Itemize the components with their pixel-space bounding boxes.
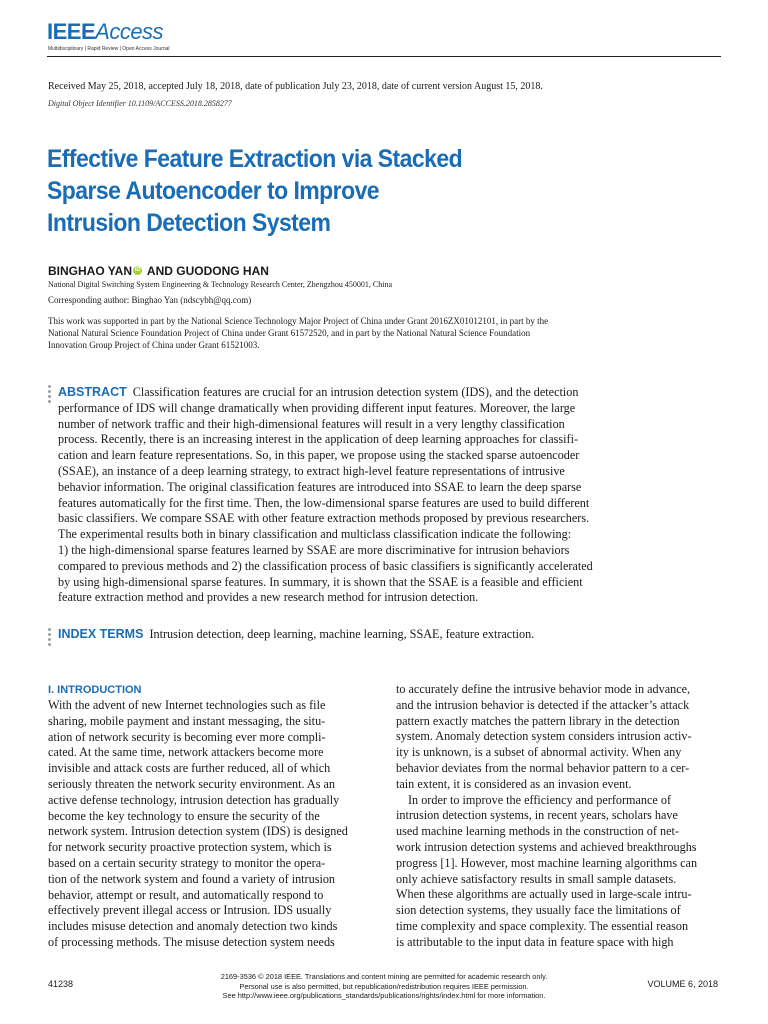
body-line: network system. Intrusion detection system (IDS) is designed xyxy=(48,824,348,839)
body-column-right xyxy=(396,682,718,951)
body-line: sion detection systems, they usually face the limitations of xyxy=(396,903,681,918)
body-line: With the advent of new Internet technologies such as file xyxy=(48,698,326,712)
abstract-line: performance of IDS will change dramatically when providing different input features. Moreover, the large xyxy=(58,400,576,415)
body-line: of processing methods. The misuse detection system needs xyxy=(48,934,335,949)
volume-label: VOLUME 6, 2018 xyxy=(647,979,718,989)
copyright-notice xyxy=(184,972,584,1001)
logo-access: Access xyxy=(95,19,164,44)
funding-line: This work was supported in part by the National Science Technology Major Project of China under Grant 2016ZX01012101, in part by the xyxy=(48,316,549,326)
abstract-line: process. Recently, there is an increasing interest in the application of deep learning approaches for classifi- xyxy=(58,432,579,447)
index-terms-marker-icon xyxy=(48,628,51,648)
journal-logo xyxy=(47,20,163,44)
section-heading: I. INTRODUCTION xyxy=(48,684,142,696)
abstract xyxy=(58,385,628,606)
logo-tagline: Multidisciplinary | Rapid Review | Open Access Journal xyxy=(48,46,170,52)
body-line: become the key technology to ensure the security of the xyxy=(48,808,320,823)
funding-line: National Natural Science Foundation Project of China under Grant 61572520, and in part by the National Natural Science Foundation xyxy=(48,328,531,338)
title-line: Sparse Autoencoder to Improve xyxy=(47,177,380,205)
title-line: Effective Feature Extraction via Stacked xyxy=(47,145,463,173)
title-line: Intrusion Detection System xyxy=(47,209,331,237)
page-number: 41238 xyxy=(48,979,74,989)
body-line: sharing, mobile payment and instant messaging, the situ- xyxy=(48,713,326,728)
body-line: includes misuse detection and anomaly detection two kinds xyxy=(48,919,338,934)
body-line: to accurately define the intrusive behavior mode in advance, xyxy=(396,682,691,696)
body-line: system. Anomaly detection system considers intrusion activ- xyxy=(396,729,692,744)
body-line: In order to improve the efficiency and performance of xyxy=(408,792,672,807)
abstract-line: basic classifiers. We compare SSAE with other feature extraction methods proposed by previous researchers. xyxy=(58,511,590,526)
abstract-marker-icon xyxy=(48,385,51,405)
author-rest: AND GUODONG HAN xyxy=(146,264,269,278)
paper-title xyxy=(47,143,525,239)
abstract-line: (SSAE), an instance of a deep learning strategy, to extract high-level feature representations of intrusive xyxy=(58,463,565,478)
funding-note xyxy=(48,315,628,351)
abstract-line: by using high-dimensional sparse features. In summary, it is shown that the SSAE is a feasible and efficient xyxy=(58,574,583,589)
index-terms-heading: INDEX TERMS xyxy=(58,627,144,641)
body-line: When these algorithms are actually used in large-scale intru- xyxy=(396,887,692,902)
affiliation: National Digital Switching System Engineering & Technology Research Center, Zhengzhou 450001, China xyxy=(48,280,393,289)
abstract-line: compared to previous methods and 2) the classification process of basic classifiers is significantly accelerated xyxy=(58,558,593,573)
body-line: tain extent, it is considered as an invasion event. xyxy=(396,776,632,791)
author-first: BINGHAO YAN xyxy=(48,264,133,278)
orcid-icon[interactable]: iD xyxy=(134,267,141,273)
body-line: cated. At the same time, network attackers become more xyxy=(48,745,324,760)
copyright-line: 2169-3536 © 2018 IEEE. Translations and content mining are permitted for academic research only. xyxy=(220,972,548,981)
doi: Digital Object Identifier 10.1109/ACCESS.2018.2858277 xyxy=(48,99,232,108)
body-line: time complexity and space complexity. The essential reason xyxy=(396,918,689,933)
body-line: ation of network security is becoming ever more compli- xyxy=(48,729,326,744)
received-dates: Received May 25, 2018, accepted July 18, 2018, date of publication July 23, 2018, date of current version August 15, 2018. xyxy=(48,81,543,92)
copyright-line: Personal use is also permitted, but republication/redistribution requires IEEE permission. xyxy=(239,981,529,991)
body-line: based on a certain security strategy to monitor the opera- xyxy=(48,855,326,870)
body-line: for network security proactive protection system, which is xyxy=(48,840,332,855)
abstract-line: ABSTRACT Classification features are crucial for an intrusion detection system (IDS), and the detection xyxy=(58,385,579,399)
abstract-line: feature extraction method and provides a new research method for intrusion detection. xyxy=(58,590,479,605)
body-line: ity is unknown, is a subset of abnormal activity. When any xyxy=(396,745,682,760)
body-line: behavior, attempt or result, and automatically respond to xyxy=(48,887,324,902)
abstract-line: number of network traffic and their high-dimensional features will result in a very lengthy classification xyxy=(58,416,565,431)
body-line: only achieve satisfactory results in small sample datasets. xyxy=(396,871,677,886)
abstract-heading: ABSTRACT xyxy=(58,385,127,399)
abstract-line: behavior information. The original classification features are introduced into SSAE to learn the deep sparse xyxy=(58,479,582,494)
abstract-line: cation and learn feature representations. So, in this paper, we propose using the stacked sparse autoencoder xyxy=(58,448,580,463)
body-line: is attributable to the input data in feature space with high xyxy=(396,934,674,949)
body-line: behavior deviates from the normal behavior pattern to a cer- xyxy=(396,760,690,775)
body-line: seriously threaten the network security environment. As an xyxy=(48,776,336,791)
body-line: progress [1]. However, most machine learning algorithms can xyxy=(396,855,698,870)
body-line: used machine learning methods in the construction of net- xyxy=(396,824,679,839)
copyright-link[interactable]: See http://www.ieee.org/publications_standards/publications/rights/index.html for more information. xyxy=(222,991,546,1000)
body-line: effectively prevent illegal access or Intrusion. IDS usually xyxy=(48,903,332,918)
body-line: tion of the network system and found a variety of intrusion xyxy=(48,871,336,886)
index-terms-text: Intrusion detection, deep learning, machine learning, SSAE, feature extraction. xyxy=(149,627,535,641)
funding-line: Innovation Group Project of China under Grant 61521003. xyxy=(48,340,260,350)
abstract-line: features automatically for the first time. Then, the low-dimensional sparse features are used to build different xyxy=(58,495,590,510)
abstract-line: 1) the high-dimensional sparse features learned by SSAE are more discriminative for intrusion behaviors xyxy=(58,542,570,557)
header-divider xyxy=(47,56,721,57)
body-column-left xyxy=(48,698,370,951)
author-list xyxy=(48,264,269,278)
body-line: work intrusion detection systems and achieved breakthroughs xyxy=(396,839,697,854)
body-line: active defense technology, intrusion detection has gradually xyxy=(48,792,340,807)
logo-ieee: IEEE xyxy=(47,19,96,44)
body-line: invisible and attack costs are further reduced, all of which xyxy=(48,761,331,776)
index-terms xyxy=(58,627,534,642)
body-line: pattern exactly matches the pattern library in the detection xyxy=(396,713,680,728)
body-line: and the intrusion behavior is detected if the attacker’s attack xyxy=(396,697,690,712)
abstract-line: The experimental results both in binary classification and multiclass classification indicate the following: xyxy=(58,527,572,542)
body-line: intrusion detection systems, in recent years, scholars have xyxy=(396,808,678,823)
corresponding-author: Corresponding author: Binghao Yan (ndscybh@qq.com) xyxy=(48,295,252,305)
